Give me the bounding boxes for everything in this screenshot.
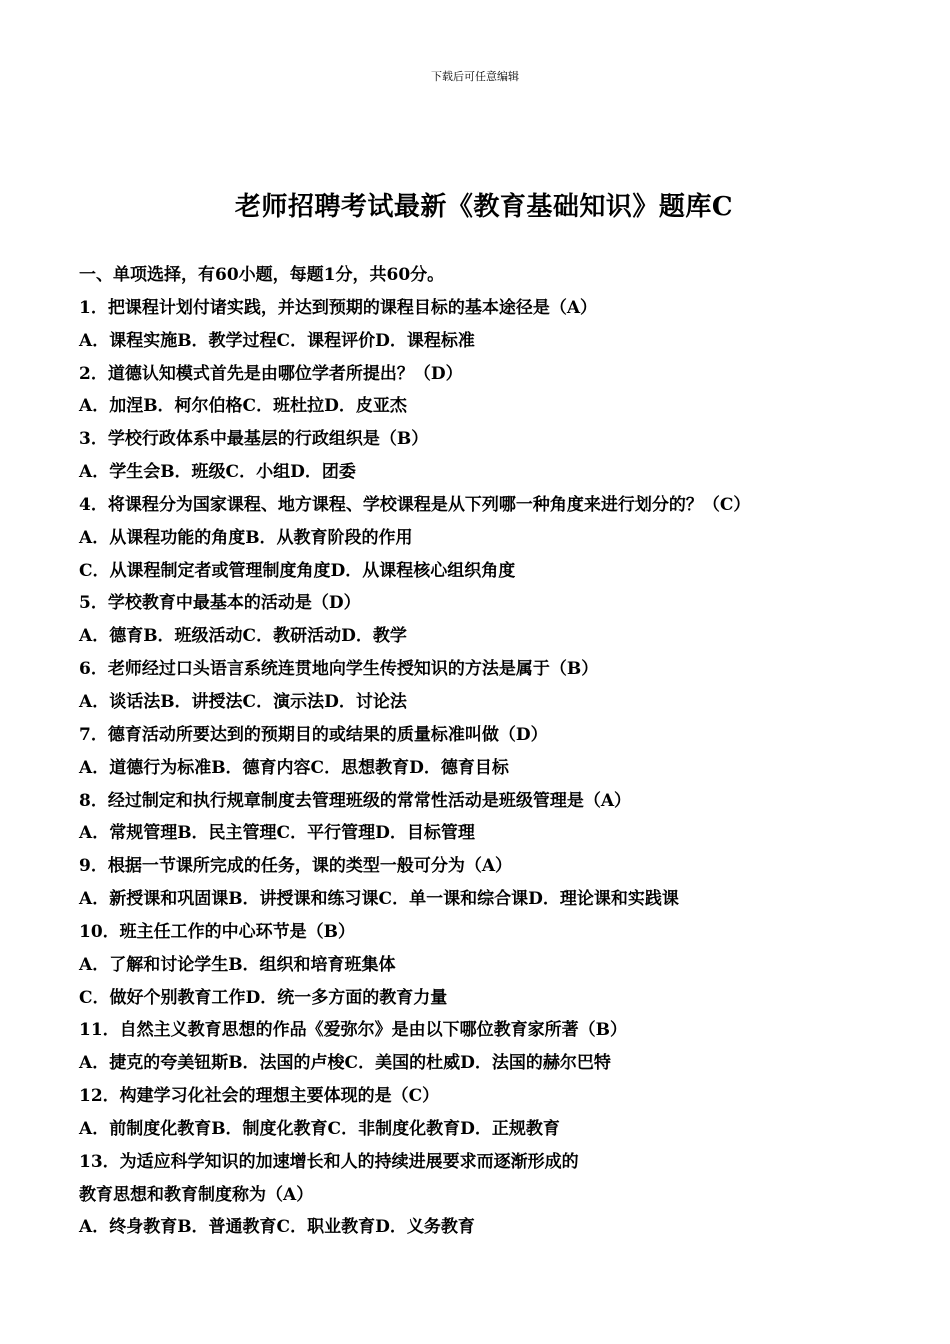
header-note: 下载后可任意编辑 [431,70,519,83]
question-text: 3．学校行政体系中最基层的行政组织是（B） [79,429,429,450]
question-list [79,259,919,1244]
question-text: 7．德育活动所要达到的预期目的或结果的质量标准叫做（D） [79,724,548,745]
answer-options: A．加涅B．柯尔伯格C．班杜拉D．皮亚杰 [79,396,407,417]
answer-options: C．做好个别教育工作D．统一多方面的教育力量 [79,987,448,1008]
question-text: 2．道德认知模式首先是由哪位学者所提出？（D） [79,363,463,384]
answer-options: A．谈话法B．讲授法C．演示法D．讨论法 [79,691,407,712]
question-text: 5．学校教育中最基本的活动是（D） [79,593,361,614]
answer-options: A．前制度化教育B．制度化教育C．非制度化教育D．正规教育 [79,1118,560,1139]
question-text: 9．根据一节课所完成的任务，课的类型一般可分为（A） [79,856,513,877]
question-text: 8．经过制定和执行规章制度去管理班级的常常性活动是班级管理是（A） [79,790,632,811]
question-text: 1．把课程计划付诸实践，并达到预期的课程目标的基本途径是（A） [79,297,598,318]
question-text-continued: 教育思想和教育制度称为（A） [79,1184,314,1205]
question-text: 4．将课程分为国家课程、地方课程、学校课程是从下列哪一种角度来进行划分的？（C） [79,494,751,515]
answer-options: A．从课程功能的角度B．从教育阶段的作用 [79,527,413,548]
answer-options: C．从课程制定者或管理制度角度D．从课程核心组织角度 [79,560,516,581]
answer-options: A．终身教育B．普通教育C．职业教育D．义务教育 [79,1217,475,1238]
question-text: 6．老师经过口头语言系统连贯地向学生传授知识的方法是属于（B） [79,659,599,680]
document-title: 老师招聘考试最新《教育基础知识》题库C [234,192,734,222]
answer-options: A．新授课和巩固课B．讲授课和练习课C．单一课和综合课D．理论课和实践课 [79,889,679,910]
answer-options: A．德育B．班级活动C．教研活动D．教学 [79,626,407,647]
answer-options: A．了解和讨论学生B．组织和培育班集体 [79,954,396,975]
section-heading: 一、单项选择，有60小题，每题1分，共60分。 [79,265,445,285]
answer-options: A．学生会B．班级C．小组D．团委 [79,462,356,483]
question-text: 12．构建学习化社会的理想主要体现的是（C） [79,1086,440,1107]
answer-options: A．捷克的夸美钮斯B．法国的卢梭C．美国的杜威D．法国的赫尔巴特 [79,1053,611,1074]
question-text: 13．为适应科学知识的加速增长和人的持续进展要求而逐渐形成的 [79,1151,579,1172]
answer-options: A．课程实施B．教学过程C．课程评价D．课程标准 [79,330,475,351]
question-text: 11．自然主义教育思想的作品《爱弥尔》是由以下哪位教育家所著（B） [79,1020,628,1041]
answer-options: A．道德行为标准B．德育内容C．思想教育D．德育目标 [79,757,509,778]
answer-options: A．常规管理B．民主管理C．平行管理D．目标管理 [79,823,475,844]
question-text: 10．班主任工作的中心环节是（B） [79,921,356,942]
